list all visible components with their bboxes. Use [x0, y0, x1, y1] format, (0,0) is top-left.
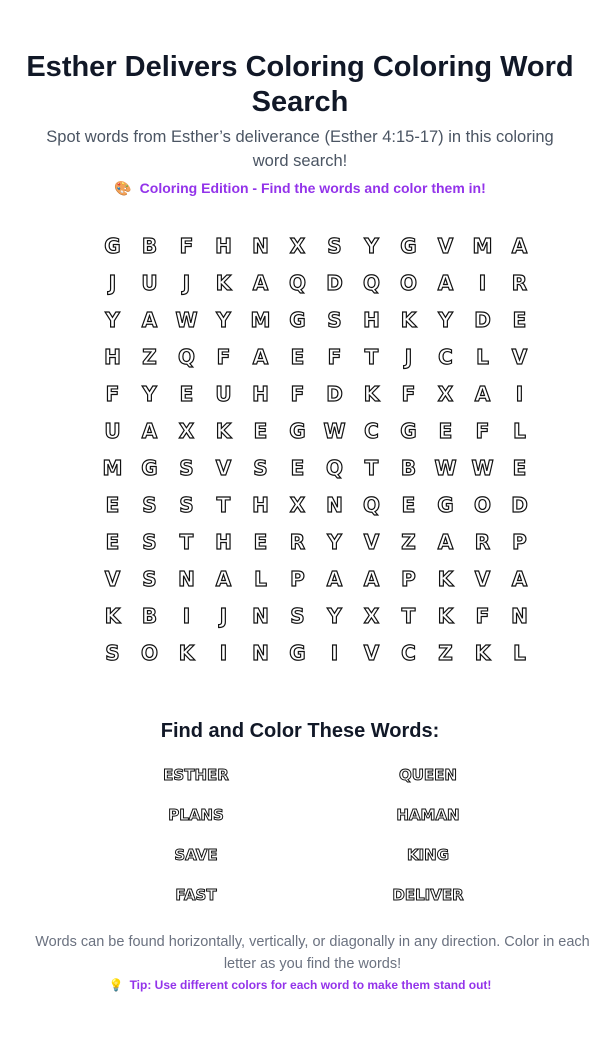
grid-cell[interactable]: S [290, 603, 305, 628]
grid-cell[interactable]: S [142, 566, 157, 591]
word-list-item: DELIVER [392, 886, 464, 904]
page-subtitle: Spot words from Esther’s deliverance (Esther 4:15-17) in this coloring word search! [46, 128, 554, 170]
grid-cell[interactable]: Z [401, 529, 416, 554]
grid-cell[interactable]: Z [438, 640, 453, 665]
grid-cell[interactable]: R [289, 529, 306, 554]
grid-cell[interactable]: H [252, 492, 269, 517]
grid-cell[interactable]: A [141, 418, 158, 443]
grid-cell[interactable]: U [141, 270, 158, 295]
grid-cell[interactable]: R [511, 270, 528, 295]
grid-cell[interactable]: G [400, 233, 417, 258]
grid-cell[interactable]: Y [327, 529, 342, 554]
grid-cell[interactable]: I [515, 381, 524, 406]
grid-cell[interactable]: S [142, 529, 157, 554]
grid-cell[interactable]: W [323, 418, 346, 443]
grid-cell[interactable]: E [105, 529, 120, 554]
grid-cell[interactable]: I [330, 640, 339, 665]
grid-cell[interactable]: V [215, 455, 232, 480]
grid-cell[interactable]: B [400, 455, 417, 480]
page-title: Esther Delivers Coloring Coloring Word Search [26, 51, 574, 118]
grid-cell[interactable]: G [104, 233, 121, 258]
grid-cell[interactable]: S [105, 640, 120, 665]
letter-grid [94, 227, 538, 671]
grid-cell[interactable]: I [219, 640, 228, 665]
grid-cell[interactable]: N [326, 492, 343, 517]
grid-cell[interactable]: F [475, 603, 490, 628]
word-list-item: HAMAN [396, 806, 460, 824]
word-list-item: PLANS [168, 806, 224, 824]
grid-cell[interactable]: E [179, 381, 194, 406]
grid-cell[interactable]: E [253, 418, 268, 443]
grid-cell[interactable]: B [141, 233, 158, 258]
grid-cell[interactable]: A [252, 270, 269, 295]
grid-cell[interactable]: F [327, 344, 342, 369]
grid-cell[interactable]: Q [177, 344, 195, 369]
grid-cell[interactable]: G [289, 418, 306, 443]
grid-cell[interactable]: E [512, 307, 527, 332]
grid-cell[interactable]: T [216, 492, 231, 517]
grid-cell[interactable]: E [401, 492, 416, 517]
grid-cell[interactable]: T [364, 455, 379, 480]
tip-banner [0, 976, 600, 994]
grid-cell[interactable]: F [401, 381, 416, 406]
grid-cell[interactable]: S [142, 492, 157, 517]
grid-cell[interactable]: S [253, 455, 268, 480]
grid-cell[interactable]: D [326, 381, 343, 406]
grid-cell[interactable]: J [108, 270, 117, 295]
grid-cell[interactable]: P [401, 566, 416, 591]
grid-cell[interactable]: J [404, 344, 413, 369]
grid-cell[interactable]: Y [438, 307, 453, 332]
grid-cell[interactable]: I [478, 270, 487, 295]
grid-cell[interactable]: X [178, 418, 195, 443]
word-list-heading: Find and Color These Words: [160, 720, 440, 742]
grid-cell[interactable]: V [363, 529, 380, 554]
grid-cell[interactable]: P [512, 529, 527, 554]
grid-cell[interactable]: G [289, 640, 306, 665]
grid-cell[interactable]: C [438, 344, 453, 369]
grid-cell[interactable]: H [252, 381, 269, 406]
grid-cell[interactable]: C [401, 640, 416, 665]
grid-cell[interactable]: V [104, 566, 121, 591]
grid-cell[interactable]: D [326, 270, 343, 295]
grid-cell[interactable]: N [252, 603, 269, 628]
grid-cell[interactable]: S [327, 233, 342, 258]
grid-cell[interactable]: O [399, 270, 417, 295]
grid-cell[interactable]: G [400, 418, 417, 443]
grid-cell[interactable]: A [141, 307, 158, 332]
grid-cell[interactable]: K [474, 640, 491, 665]
grid-cell[interactable]: L [513, 640, 526, 665]
grid-cell[interactable]: W [471, 455, 494, 480]
grid-cell[interactable]: G [141, 455, 158, 480]
grid-cell[interactable]: M [250, 307, 271, 332]
grid-cell[interactable]: S [179, 492, 194, 517]
grid-cell[interactable]: V [437, 233, 454, 258]
grid-cell[interactable]: U [104, 418, 121, 443]
grid-cell[interactable]: D [474, 307, 491, 332]
grid-cell[interactable]: M [472, 233, 493, 258]
grid-cell[interactable]: K [363, 381, 380, 406]
grid-cell[interactable]: A [511, 566, 528, 591]
grid-cell[interactable]: I [182, 603, 191, 628]
grid-cell[interactable]: X [363, 603, 380, 628]
grid-cell[interactable]: A [363, 566, 380, 591]
grid-cell[interactable]: Q [362, 492, 380, 517]
grid-cell[interactable]: V [363, 640, 380, 665]
grid-cell[interactable]: E [253, 529, 268, 554]
grid-cell[interactable]: X [289, 492, 306, 517]
grid-cell[interactable]: Y [105, 307, 120, 332]
grid-cell[interactable]: Q [325, 455, 343, 480]
grid-cell[interactable]: H [363, 307, 380, 332]
grid-cell[interactable]: A [252, 344, 269, 369]
grid-cell[interactable]: N [511, 603, 528, 628]
grid-cell[interactable]: F [179, 233, 194, 258]
grid-cell[interactable]: L [254, 566, 267, 591]
grid-cell[interactable]: O [140, 640, 158, 665]
grid-cell[interactable]: M [102, 455, 123, 480]
edition-text: Coloring Edition - Find the words and color them in! [139, 180, 486, 196]
grid-cell[interactable]: T [401, 603, 416, 628]
palette-icon: 🎨 [114, 180, 132, 196]
grid-cell[interactable]: K [437, 603, 454, 628]
grid-cell[interactable]: F [216, 344, 231, 369]
grid-cell[interactable]: K [215, 270, 232, 295]
grid-cell[interactable]: E [290, 455, 305, 480]
grid-cell[interactable]: N [252, 233, 269, 258]
grid-cell[interactable]: Y [216, 307, 231, 332]
grid-cell[interactable]: K [437, 566, 454, 591]
grid-cell[interactable]: H [215, 233, 232, 258]
grid-cell[interactable]: F [290, 381, 305, 406]
instructions-text: Words can be found horizontally, vertically, or diagonally in any direction. Color in each letter as you find the words! [35, 934, 590, 972]
grid-cell[interactable]: U [215, 381, 232, 406]
grid-cell[interactable]: D [511, 492, 528, 517]
grid-cell[interactable]: T [364, 344, 379, 369]
grid-cell[interactable]: G [437, 492, 454, 517]
grid-cell[interactable]: J [182, 270, 191, 295]
grid-cell[interactable]: B [141, 603, 158, 628]
word-list [80, 762, 550, 922]
grid-cell[interactable]: L [476, 344, 489, 369]
word-list-item: FAST [175, 886, 217, 904]
grid-cell[interactable]: S [179, 455, 194, 480]
tip-text: Tip: Use different colors for each word to make them stand out! [129, 978, 492, 992]
grid-cell[interactable]: G [289, 307, 306, 332]
grid-cell[interactable]: K [104, 603, 121, 628]
grid-cell[interactable]: Q [362, 270, 380, 295]
grid-cell[interactable]: K [400, 307, 417, 332]
grid-cell[interactable]: N [178, 566, 195, 591]
grid-cell[interactable]: Y [142, 381, 157, 406]
grid-cell[interactable]: F [105, 381, 120, 406]
grid-cell[interactable]: Q [288, 270, 306, 295]
lightbulb-icon: 💡 [108, 978, 124, 992]
grid-cell[interactable]: A [437, 529, 454, 554]
grid-cell[interactable]: O [473, 492, 491, 517]
grid-cell[interactable]: Y [364, 233, 379, 258]
grid-cell[interactable]: R [474, 529, 491, 554]
grid-cell[interactable]: W [434, 455, 457, 480]
grid-cell[interactable]: J [219, 603, 228, 628]
word-list-item: QUEEN [399, 766, 457, 784]
grid-cell[interactable]: A [215, 566, 232, 591]
grid-cell[interactable]: H [215, 529, 232, 554]
grid-cell[interactable]: X [437, 381, 454, 406]
grid-cell[interactable]: K [178, 640, 195, 665]
edition-banner [0, 178, 600, 198]
grid-cell[interactable]: C [364, 418, 379, 443]
grid-cell[interactable]: V [474, 566, 491, 591]
grid-cell[interactable]: A [326, 566, 343, 591]
grid-cell[interactable]: E [438, 418, 453, 443]
grid-cell[interactable]: S [327, 307, 342, 332]
grid-cell[interactable]: N [252, 640, 269, 665]
grid-cell[interactable]: Y [327, 603, 342, 628]
word-list-item: ESTHER [163, 766, 229, 784]
grid-cell[interactable]: L [513, 418, 526, 443]
grid-cell[interactable]: Z [142, 344, 157, 369]
grid-cell[interactable]: H [104, 344, 121, 369]
word-list-item: KING [406, 846, 450, 864]
grid-cell[interactable]: A [474, 381, 491, 406]
grid-cell[interactable]: E [290, 344, 305, 369]
grid-cell[interactable]: F [475, 418, 490, 443]
grid-cell[interactable]: V [511, 344, 528, 369]
grid-cell[interactable]: A [437, 270, 454, 295]
grid-cell[interactable]: E [512, 455, 527, 480]
grid-cell[interactable]: T [179, 529, 194, 554]
word-list-item: SAVE [174, 846, 218, 864]
grid-cell[interactable]: P [290, 566, 305, 591]
grid-cell[interactable]: X [289, 233, 306, 258]
grid-cell[interactable]: K [215, 418, 232, 443]
grid-cell[interactable]: A [511, 233, 528, 258]
grid-cell[interactable]: W [175, 307, 198, 332]
grid-cell[interactable]: E [105, 492, 120, 517]
